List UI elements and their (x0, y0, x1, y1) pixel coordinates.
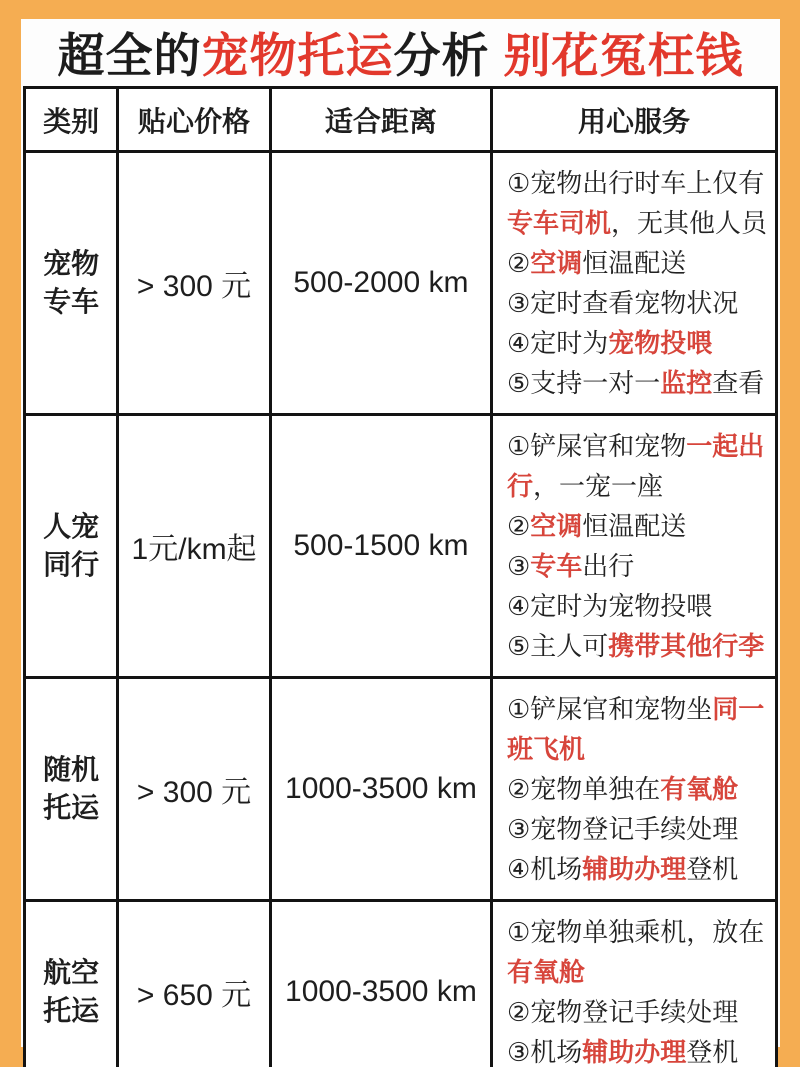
plain-text: ②宠物单独在 (506, 774, 661, 804)
plain-text: ③定时查看宠物状况 (506, 288, 739, 318)
plain-text: 查看 (712, 368, 765, 398)
plain-text: ①宠物单独乘机，放在 (506, 917, 765, 947)
service-line (507, 849, 767, 889)
highlighted-text: 专车 (530, 551, 583, 581)
service-line (507, 626, 767, 666)
services-cell (491, 152, 776, 415)
services-cell (491, 678, 776, 901)
table-header-row (25, 88, 777, 152)
highlighted-text: 宠物托运 (201, 29, 394, 82)
service-line (507, 506, 767, 546)
service-line (507, 1032, 767, 1067)
table-row (25, 152, 777, 415)
plain-text: 登机 (686, 1037, 739, 1067)
highlighted-text: 监控 (660, 368, 713, 398)
category-cell: 随机 托运 (25, 678, 118, 901)
service-line (507, 426, 767, 506)
plain-text: ⑤主人可 (506, 631, 609, 661)
plain-text: 登机 (686, 854, 739, 884)
distance-cell: 1000-3500 km (270, 678, 491, 901)
plain-text: ③宠物登记手续处理 (506, 814, 739, 844)
service-line (507, 323, 767, 363)
highlighted-text: 有氧舱 (506, 957, 585, 987)
table-row (25, 901, 777, 1067)
services-cell (491, 415, 776, 678)
distance-cell: 500-2000 km (270, 152, 491, 415)
service-line (507, 363, 767, 403)
header-distance: 适合距离 (270, 88, 491, 152)
highlighted-text: 携带其他行李 (608, 631, 765, 661)
highlighted-text: 宠物投喂 (608, 328, 713, 358)
plain-text: ② (506, 248, 531, 278)
plain-text: 超全的 (57, 29, 202, 82)
category-cell: 航空 托运 (25, 901, 118, 1067)
plain-text: ③ (506, 551, 531, 581)
plain-text: ，无其他人员 (610, 208, 767, 238)
distance-cell: 500-1500 km (270, 415, 491, 678)
service-line (507, 809, 767, 849)
table-row (25, 678, 777, 901)
plain-text: ①铲屎官和宠物 (506, 431, 687, 461)
plain-text: ③机场 (506, 1037, 583, 1067)
distance-cell: 1000-3500 km (270, 901, 491, 1067)
plain-text: ，一宠一座 (532, 471, 663, 501)
highlighted-text: 一起出行 (506, 431, 765, 501)
plain-text: ④定时为宠物投喂 (506, 591, 713, 621)
plain-text: ② (506, 511, 531, 541)
service-line (507, 283, 767, 323)
price-cell: > 650 元 (118, 901, 271, 1067)
plain-text: ②宠物登记手续处理 (506, 997, 739, 1027)
header-price: 贴心价格 (118, 88, 271, 152)
price-cell: 1元/km起 (118, 415, 271, 678)
price-cell: > 300 元 (118, 152, 271, 415)
plain-text: 恒温配送 (582, 248, 687, 278)
highlighted-text: 别花冤枉钱 (503, 29, 744, 82)
header-category: 类别 (25, 88, 118, 152)
highlighted-text: 同一班飞机 (506, 694, 765, 764)
service-line (507, 163, 767, 243)
page-title (21, 19, 780, 86)
pet-transport-comparison-table (23, 86, 778, 1067)
price-cell: > 300 元 (118, 678, 271, 901)
plain-text: ⑤支持一对一 (506, 368, 661, 398)
service-line (507, 586, 767, 626)
plain-text: ①宠物出行时车上仅有 (506, 168, 765, 198)
highlighted-text: 专车司机 (506, 208, 611, 238)
plain-text: ④定时为 (506, 328, 609, 358)
category-cell: 宠物 专车 (25, 152, 118, 415)
service-line (507, 689, 767, 769)
plain-text: ④机场 (506, 854, 583, 884)
service-line (507, 992, 767, 1032)
category-cell: 人宠 同行 (25, 415, 118, 678)
content-panel (21, 19, 780, 1067)
header-services: 用心服务 (491, 88, 776, 152)
service-line (507, 243, 767, 283)
plain-text: 恒温配送 (582, 511, 687, 541)
service-line (507, 912, 767, 992)
highlighted-text: 空调 (530, 511, 583, 541)
plain-text: ①铲屎官和宠物坐 (506, 694, 713, 724)
highlighted-text: 空调 (530, 248, 583, 278)
highlighted-text: 辅助办理 (582, 1037, 687, 1067)
plain-text: 分析 (393, 29, 504, 82)
service-line (507, 769, 767, 809)
service-line (507, 546, 767, 586)
table-row (25, 415, 777, 678)
services-cell (491, 901, 776, 1067)
highlighted-text: 有氧舱 (660, 774, 739, 804)
plain-text: 出行 (582, 551, 635, 581)
highlighted-text: 辅助办理 (582, 854, 687, 884)
